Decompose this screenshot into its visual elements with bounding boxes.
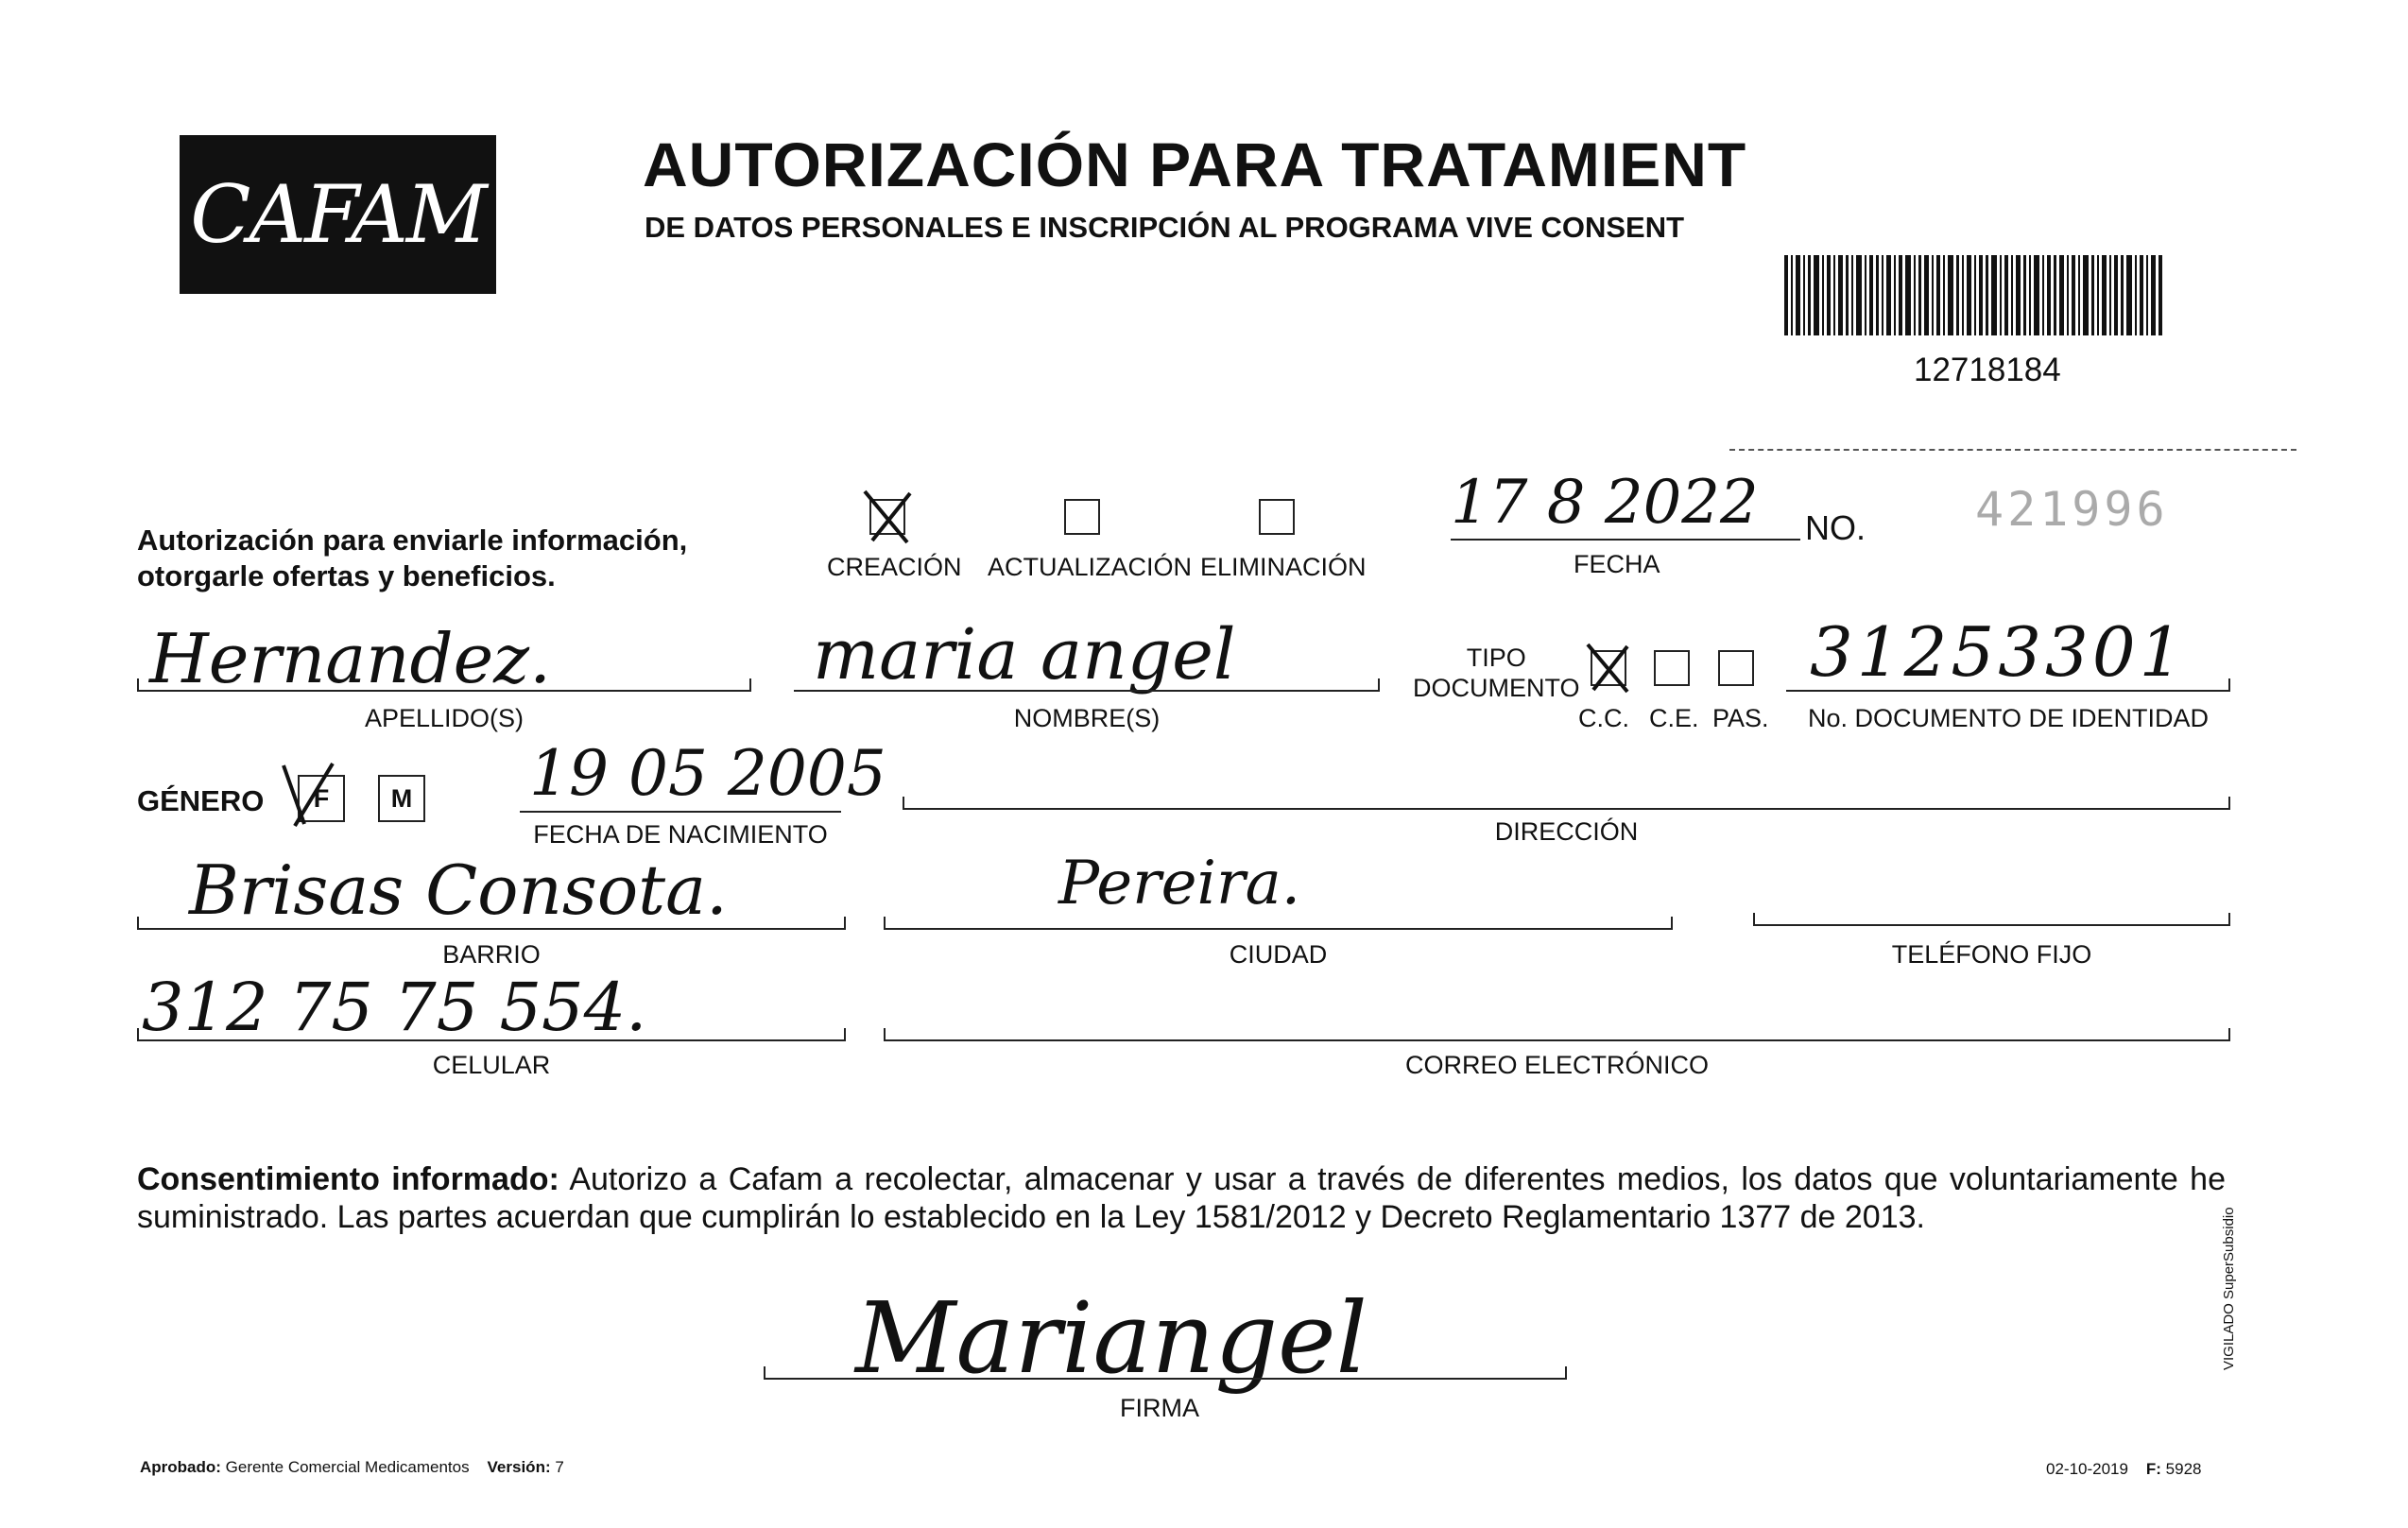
barrio-label: BARRIO	[442, 940, 541, 969]
aprobado-label: Aprobado:	[140, 1458, 221, 1476]
code-label: F:	[2145, 1460, 2161, 1478]
option-creacion-label: CREACIÓN	[827, 553, 962, 581]
celular-tick-left	[137, 1028, 139, 1041]
correo-tick-right	[2228, 1028, 2230, 1041]
authorization-prompt	[137, 523, 687, 594]
fecha-value: 17 8 2022	[1451, 468, 1759, 538]
aprobado-value: Gerente Comercial Medicamentos	[225, 1458, 470, 1476]
checkbox-ce[interactable]	[1654, 650, 1690, 686]
cafam-logo	[180, 135, 496, 294]
footer-date: 02-10-2019	[2046, 1460, 2128, 1478]
ciudad-tick-left	[884, 917, 886, 930]
apellidos-value: Hernandez.	[149, 619, 552, 698]
barcode-image	[1784, 255, 2162, 335]
nombres-label: NOMBRE(S)	[1013, 704, 1161, 732]
documento-line	[1786, 690, 2230, 692]
apellidos-line	[137, 690, 751, 692]
genero-f-label: F	[313, 784, 330, 813]
vigilado-side-text: VIGILADO SuperSubsidio	[2221, 1207, 2237, 1370]
signature-value: Mariangel	[855, 1280, 1367, 1396]
telefono-line	[1753, 924, 2230, 926]
direccion-label: DIRECCIÓN	[1494, 817, 1639, 846]
check-mark-icon	[276, 756, 342, 832]
celular-label: CELULAR	[432, 1051, 551, 1079]
nacimiento-label: FECHA DE NACIMIENTO	[533, 820, 828, 849]
tipo-documento-label	[1413, 643, 1580, 703]
celular-tick-right	[844, 1028, 846, 1041]
documento-tick-right	[2228, 678, 2230, 692]
option-eliminacion-label: ELIMINACIÓN	[1200, 553, 1367, 581]
footer-approval	[140, 1458, 564, 1477]
direccion-tick-right	[2228, 797, 2230, 810]
barrio-value: Brisas Consota.	[189, 850, 728, 930]
form-title: AUTORIZACIÓN PARA TRATAMIENT	[643, 129, 1747, 199]
footer-code	[2046, 1460, 2201, 1479]
nombres-value: maria angel	[813, 614, 1236, 695]
logo-text: CAFAM	[190, 168, 486, 261]
consent-text: Autorizo a Cafam a recolectar, almacenar y usar a través de diferentes medios, los datos que voluntariamente he suministrado. Las partes acuerdan que cumplirán lo establecido en la Ley 1581/2012 y Decreto Reglamentario 1377 de 2013.	[137, 1161, 2226, 1235]
checkbox-actualizacion[interactable]	[1064, 499, 1100, 535]
check-mark-icon	[855, 484, 921, 550]
fecha-label: FECHA	[1574, 550, 1660, 578]
barrio-tick-left	[137, 917, 139, 930]
option-actualizacion-label: ACTUALIZACIÓN	[988, 553, 1193, 581]
version-label: Versión:	[487, 1458, 551, 1476]
nacimiento-line	[520, 811, 841, 813]
direccion-tick-left	[903, 797, 904, 810]
tipo-cc-label: C.C.	[1578, 704, 1629, 732]
signature-line	[764, 1378, 1567, 1380]
signature-label: FIRMA	[1120, 1394, 1199, 1422]
ciudad-value: Pereira.	[1058, 849, 1301, 919]
tipo-label-line1: TIPO	[1466, 644, 1526, 672]
nacimiento-value: 19 05 2005	[529, 737, 886, 810]
tipo-label-line2: DOCUMENTO	[1413, 674, 1580, 702]
check-mark-icon	[1580, 639, 1637, 697]
apellidos-tick-right	[749, 678, 751, 692]
apellidos-tick-left	[137, 678, 139, 692]
barrio-line	[137, 928, 846, 930]
no-value: 421996	[1975, 482, 2169, 537]
genero-label: GÉNERO	[137, 784, 265, 817]
no-label: NO.	[1805, 508, 1866, 547]
documento-label: No. DOCUMENTO DE IDENTIDAD	[1807, 704, 2210, 732]
barrio-tick-right	[844, 917, 846, 930]
correo-label: CORREO ELECTRÓNICO	[1404, 1051, 1710, 1079]
correo-tick-left	[884, 1028, 886, 1041]
form-subtitle: DE DATOS PERSONALES E INSCRIPCIÓN AL PROGRAMA VIVE CONSENT	[645, 211, 1685, 244]
authorization-prompt-line2: otorgarle ofertas y beneficios.	[137, 559, 556, 592]
genero-m-label: M	[390, 784, 413, 813]
signature-tick-right	[1565, 1366, 1567, 1380]
ciudad-tick-right	[1671, 917, 1673, 930]
ciudad-line	[884, 928, 1673, 930]
tipo-pas-label: PAS.	[1712, 704, 1769, 732]
authorization-prompt-line1: Autorización para enviarle información,	[137, 524, 688, 557]
code-value: 5928	[2165, 1460, 2202, 1478]
telefono-tick-left	[1753, 913, 1755, 926]
consent-heading: Consentimiento informado:	[137, 1161, 559, 1197]
celular-value: 312 75 75 554.	[142, 969, 647, 1046]
telefono-label: TELÉFONO FIJO	[1891, 940, 2092, 969]
header-divider	[1729, 449, 2296, 451]
correo-line	[884, 1039, 2230, 1041]
nombres-tick-right	[1378, 678, 1380, 692]
tipo-ce-label: C.E.	[1649, 704, 1699, 732]
apellidos-label: APELLIDO(S)	[364, 704, 525, 732]
version-value: 7	[555, 1458, 564, 1476]
fecha-line	[1451, 539, 1800, 541]
barcode-number: 12718184	[1914, 352, 2061, 388]
checkbox-eliminacion[interactable]	[1259, 499, 1295, 535]
direccion-line	[903, 808, 2230, 810]
telefono-tick-right	[2228, 913, 2230, 926]
documento-value: 31253301	[1810, 612, 2187, 692]
ciudad-label: CIUDAD	[1229, 940, 1328, 969]
nombres-line	[794, 690, 1380, 692]
celular-line	[137, 1039, 846, 1041]
consent-paragraph	[137, 1160, 2226, 1236]
checkbox-pas[interactable]	[1718, 650, 1754, 686]
signature-tick-left	[764, 1366, 765, 1380]
